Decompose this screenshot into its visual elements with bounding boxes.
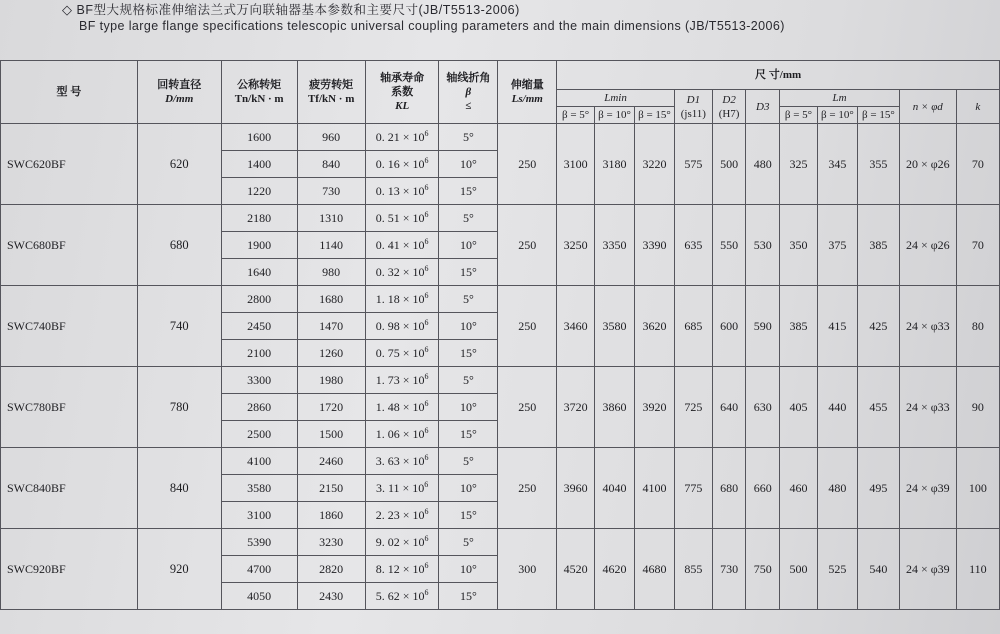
holes-cell: 20 × φ26 [899,124,956,205]
table-row [1,367,1000,394]
bearing-life-exponent: 6 [424,182,429,192]
bearing-life-value: 9. 02 × 10 [375,534,425,549]
lm-beta5-cell: 385 [780,286,818,367]
table-row [1,529,1000,556]
model-cell: SWC680BF [1,205,138,286]
d3-cell: 530 [746,205,780,286]
header-stretch [498,61,557,124]
header-bearing-life-unit: KL [395,100,410,112]
holes-cell: 24 × φ26 [899,205,956,286]
rotation-diameter-cell: 920 [137,529,221,610]
d2-cell: 730 [712,529,746,610]
bearing-life-exponent: 6 [424,371,429,381]
lmin-beta5-cell: 4520 [557,529,595,610]
bearing-life-exponent: 6 [424,209,429,219]
bearing-life-cell [365,124,439,151]
header-rotation-diameter [137,61,221,124]
header-axis-angle-le: ≤ [465,100,472,112]
fatigue-torque-cell: 3230 [297,529,365,556]
header-d2-label: D2 [722,93,736,106]
bearing-life-value: 0. 98 × 10 [375,318,425,333]
bearing-life-cell [365,178,439,205]
lm-beta15-cell: 425 [857,286,899,367]
stretch-cell: 250 [498,286,557,367]
d1-cell: 685 [674,286,712,367]
stretch-cell: 250 [498,205,557,286]
bearing-life-value: 0. 13 × 10 [375,183,425,198]
axis-angle-cell: 15° [439,583,498,610]
rotation-diameter-cell: 780 [137,367,221,448]
stretch-cell: 300 [498,529,557,610]
bearing-life-exponent: 6 [424,425,429,435]
nominal-torque-cell: 1900 [221,232,297,259]
lm-beta5-cell: 350 [780,205,818,286]
lmin-beta5-cell: 3720 [557,367,595,448]
fatigue-torque-cell: 1680 [297,286,365,313]
rotation-diameter-cell: 620 [137,124,221,205]
axis-angle-cell: 15° [439,502,498,529]
lm-beta5-cell: 500 [780,529,818,610]
fatigue-torque-cell: 2430 [297,583,365,610]
bearing-life-cell [365,556,439,583]
d1-cell: 725 [674,367,712,448]
axis-angle-cell: 5° [439,529,498,556]
lm-beta5-cell: 405 [780,367,818,448]
fatigue-torque-cell: 1500 [297,421,365,448]
bearing-life-value: 0. 16 × 10 [375,156,425,171]
header-d2 [712,90,746,124]
bearing-life-cell [365,367,439,394]
lmin-beta10-cell: 4620 [595,529,635,610]
lm-beta15-cell: 455 [857,367,899,448]
lmin-beta5-cell: 3100 [557,124,595,205]
header-fatigue-torque-unit: Tf/kN · m [307,93,355,105]
nominal-torque-cell: 2100 [221,340,297,367]
model-cell: SWC920BF [1,529,138,610]
table-row [1,286,1000,313]
bearing-life-cell [365,232,439,259]
header-lm-beta5: β = 5° [780,107,818,124]
header-bearing-life-label: 轴承寿命 [380,72,425,84]
lmin-beta15-cell: 4100 [634,448,674,529]
header-d3-label: D3 [756,100,770,113]
bearing-life-cell [365,529,439,556]
axis-angle-cell: 15° [439,178,498,205]
bearing-life-exponent: 6 [424,398,429,408]
lmin-beta5-cell: 3960 [557,448,595,529]
lmin-beta10-cell: 3180 [595,124,635,205]
d2-cell: 550 [712,205,746,286]
d3-cell: 660 [746,448,780,529]
table-caption [62,2,982,34]
bearing-life-value: 2. 23 × 10 [375,507,425,522]
axis-angle-cell: 10° [439,475,498,502]
bearing-life-cell [365,340,439,367]
bearing-life-exponent: 6 [424,344,429,354]
model-cell: SWC620BF [1,124,138,205]
bearing-life-value: 1. 48 × 10 [375,399,425,414]
k-cell: 70 [956,124,999,205]
lmin-beta10-cell: 4040 [595,448,635,529]
lmin-beta10-cell: 3580 [595,286,635,367]
nominal-torque-cell: 3100 [221,502,297,529]
axis-angle-cell: 5° [439,367,498,394]
k-cell: 110 [956,529,999,610]
model-cell: SWC740BF [1,286,138,367]
holes-cell: 24 × φ39 [899,448,956,529]
d2-cell: 640 [712,367,746,448]
bearing-life-exponent: 6 [424,452,429,462]
bearing-life-cell [365,394,439,421]
axis-angle-cell: 5° [439,124,498,151]
header-axis-angle-label: 轴线折角 [446,72,491,84]
k-cell: 80 [956,286,999,367]
table-row [1,205,1000,232]
fatigue-torque-cell: 1980 [297,367,365,394]
lmin-beta5-cell: 3460 [557,286,595,367]
bearing-life-exponent: 6 [424,155,429,165]
header-model: 型 号 [1,61,138,124]
lm-beta15-cell: 495 [857,448,899,529]
header-lm-label: Lm [832,92,847,104]
table-row [1,124,1000,151]
d3-cell: 480 [746,124,780,205]
header-d2-tolerance: (H7) [718,107,740,120]
header-d1-tolerance: (js11) [680,107,706,120]
fatigue-torque-cell: 840 [297,151,365,178]
bearing-life-exponent: 6 [424,263,429,273]
fatigue-torque-cell: 2460 [297,448,365,475]
bearing-life-value: 0. 21 × 10 [375,129,425,144]
lmin-beta15-cell: 3620 [634,286,674,367]
d2-cell: 500 [712,124,746,205]
d1-cell: 855 [674,529,712,610]
bearing-life-cell [365,151,439,178]
axis-angle-cell: 10° [439,394,498,421]
axis-angle-cell: 10° [439,232,498,259]
fatigue-torque-cell: 1470 [297,313,365,340]
bearing-life-exponent: 6 [424,128,429,138]
axis-angle-cell: 10° [439,151,498,178]
k-cell: 70 [956,205,999,286]
header-nominal-torque [221,61,297,124]
header-dimensions: 尺 寸/mm [557,61,1000,90]
header-k-label: k [975,100,981,113]
axis-angle-cell: 15° [439,421,498,448]
caption-english: BF type large flange specifications telescopic universal coupling parameters and the main dimensions (JB/T5513-2006) [79,19,785,33]
lm-beta15-cell: 385 [857,205,899,286]
bearing-life-exponent: 6 [424,317,429,327]
fatigue-torque-cell: 1310 [297,205,365,232]
header-bearing-life-sub: 系数 [391,86,414,98]
bearing-life-value: 0. 32 × 10 [375,264,425,279]
header-rotation-diameter-label: 回转直径 [157,79,202,91]
header-lm-beta15: β = 15° [857,107,899,124]
axis-angle-cell: 5° [439,286,498,313]
nominal-torque-cell: 2180 [221,205,297,232]
holes-cell: 24 × φ33 [899,286,956,367]
nominal-torque-cell: 2860 [221,394,297,421]
header-holes-label: n × φd [912,100,943,113]
nominal-torque-cell: 2450 [221,313,297,340]
bearing-life-cell [365,286,439,313]
header-lmin [557,90,675,107]
lm-beta5-cell: 325 [780,124,818,205]
bearing-life-value: 8. 12 × 10 [375,561,425,576]
bearing-life-value: 5. 62 × 10 [375,588,425,603]
bearing-life-value: 0. 51 × 10 [375,210,425,225]
bearing-life-exponent: 6 [424,506,429,516]
nominal-torque-cell: 1220 [221,178,297,205]
caption-chinese [62,2,982,18]
bearing-life-cell [365,502,439,529]
header-lmin-label: Lmin [604,92,627,104]
nominal-torque-cell: 1600 [221,124,297,151]
d3-cell: 750 [746,529,780,610]
header-axis-angle-symbol: β [465,86,472,98]
lm-beta10-cell: 345 [817,124,857,205]
d1-cell: 635 [674,205,712,286]
lm-beta10-cell: 525 [817,529,857,610]
nominal-torque-cell: 1400 [221,151,297,178]
header-stretch-unit: Ls/mm [511,93,543,105]
nominal-torque-cell: 4700 [221,556,297,583]
bearing-life-exponent: 6 [424,560,429,570]
bearing-life-value: 3. 63 × 10 [375,453,425,468]
header-d1-label: D1 [686,93,701,106]
lmin-beta5-cell: 3250 [557,205,595,286]
bearing-life-exponent: 6 [424,479,429,489]
axis-angle-cell: 10° [439,556,498,583]
stretch-cell: 250 [498,367,557,448]
nominal-torque-cell: 3300 [221,367,297,394]
header-nominal-torque-label: 公称转矩 [237,79,282,91]
header-holes [899,90,956,124]
nominal-torque-cell: 2800 [221,286,297,313]
model-cell: SWC840BF [1,448,138,529]
fatigue-torque-cell: 730 [297,178,365,205]
header-axis-angle [439,61,498,124]
holes-cell: 24 × φ33 [899,367,956,448]
k-cell: 90 [956,367,999,448]
d3-cell: 590 [746,286,780,367]
bearing-life-cell [365,421,439,448]
bearing-life-exponent: 6 [424,587,429,597]
nominal-torque-cell: 4050 [221,583,297,610]
axis-angle-cell: 15° [439,259,498,286]
bearing-life-exponent: 6 [424,533,429,543]
rotation-diameter-cell: 680 [137,205,221,286]
nominal-torque-cell: 5390 [221,529,297,556]
lmin-beta15-cell: 3390 [634,205,674,286]
fatigue-torque-cell: 2150 [297,475,365,502]
bearing-life-exponent: 6 [424,236,429,246]
lm-beta10-cell: 480 [817,448,857,529]
header-lm [780,90,900,107]
lm-beta10-cell: 440 [817,367,857,448]
axis-angle-cell: 10° [439,313,498,340]
bearing-life-value: 1. 73 × 10 [375,372,425,387]
fatigue-torque-cell: 1260 [297,340,365,367]
lm-beta15-cell: 540 [857,529,899,610]
stretch-cell: 250 [498,448,557,529]
axis-angle-cell: 15° [439,340,498,367]
lmin-beta10-cell: 3860 [595,367,635,448]
coupling-spec-table [0,60,1000,610]
bearing-life-cell [365,583,439,610]
d3-cell: 630 [746,367,780,448]
header-lmin-beta5: β = 5° [557,107,595,124]
nominal-torque-cell: 3580 [221,475,297,502]
fatigue-torque-cell: 980 [297,259,365,286]
lmin-beta15-cell: 3220 [634,124,674,205]
caption-chinese-text: BF型大规格标准伸缩法兰式万向联轴器基本参数和主要尺寸(JB/T5513-2006) [76,3,520,17]
header-lmin-beta10: β = 10° [595,107,635,124]
bearing-life-value: 0. 41 × 10 [375,237,425,252]
axis-angle-cell: 5° [439,205,498,232]
bearing-life-value: 1. 18 × 10 [375,291,425,306]
header-rotation-diameter-unit: D/mm [165,93,194,105]
header-k [956,90,999,124]
bearing-life-cell [365,448,439,475]
header-d1 [674,90,712,124]
fatigue-torque-cell: 2820 [297,556,365,583]
table-body [1,124,1000,610]
rotation-diameter-cell: 740 [137,286,221,367]
diamond-bullet-icon: ◇ [62,2,73,17]
header-fatigue-torque-label: 疲劳转矩 [309,79,354,91]
lmin-beta15-cell: 3920 [634,367,674,448]
header-lm-beta10: β = 10° [817,107,857,124]
lm-beta5-cell: 460 [780,448,818,529]
header-stretch-label: 伸缩量 [510,79,544,91]
lm-beta10-cell: 415 [817,286,857,367]
fatigue-torque-cell: 960 [297,124,365,151]
d1-cell: 775 [674,448,712,529]
header-nominal-torque-unit: Tn/kN · m [234,93,284,105]
lmin-beta10-cell: 3350 [595,205,635,286]
rotation-diameter-cell: 840 [137,448,221,529]
table-row [1,448,1000,475]
bearing-life-exponent: 6 [424,290,429,300]
bearing-life-value: 0. 75 × 10 [375,345,425,360]
d1-cell: 575 [674,124,712,205]
nominal-torque-cell: 1640 [221,259,297,286]
axis-angle-cell: 5° [439,448,498,475]
fatigue-torque-cell: 1860 [297,502,365,529]
lm-beta10-cell: 375 [817,205,857,286]
lm-beta15-cell: 355 [857,124,899,205]
d2-cell: 600 [712,286,746,367]
header-lmin-beta15: β = 15° [634,107,674,124]
bearing-life-value: 3. 11 × 10 [375,480,425,495]
bearing-life-value: 1. 06 × 10 [375,426,425,441]
bearing-life-cell [365,475,439,502]
header-d3 [746,90,780,124]
header-bearing-life [365,61,439,124]
bearing-life-cell [365,259,439,286]
bearing-life-cell [365,313,439,340]
bearing-life-cell [365,205,439,232]
fatigue-torque-cell: 1720 [297,394,365,421]
nominal-torque-cell: 4100 [221,448,297,475]
model-cell: SWC780BF [1,367,138,448]
k-cell: 100 [956,448,999,529]
lmin-beta15-cell: 4680 [634,529,674,610]
stretch-cell: 250 [498,124,557,205]
header-fatigue-torque [297,61,365,124]
d2-cell: 680 [712,448,746,529]
holes-cell: 24 × φ39 [899,529,956,610]
fatigue-torque-cell: 1140 [297,232,365,259]
nominal-torque-cell: 2500 [221,421,297,448]
